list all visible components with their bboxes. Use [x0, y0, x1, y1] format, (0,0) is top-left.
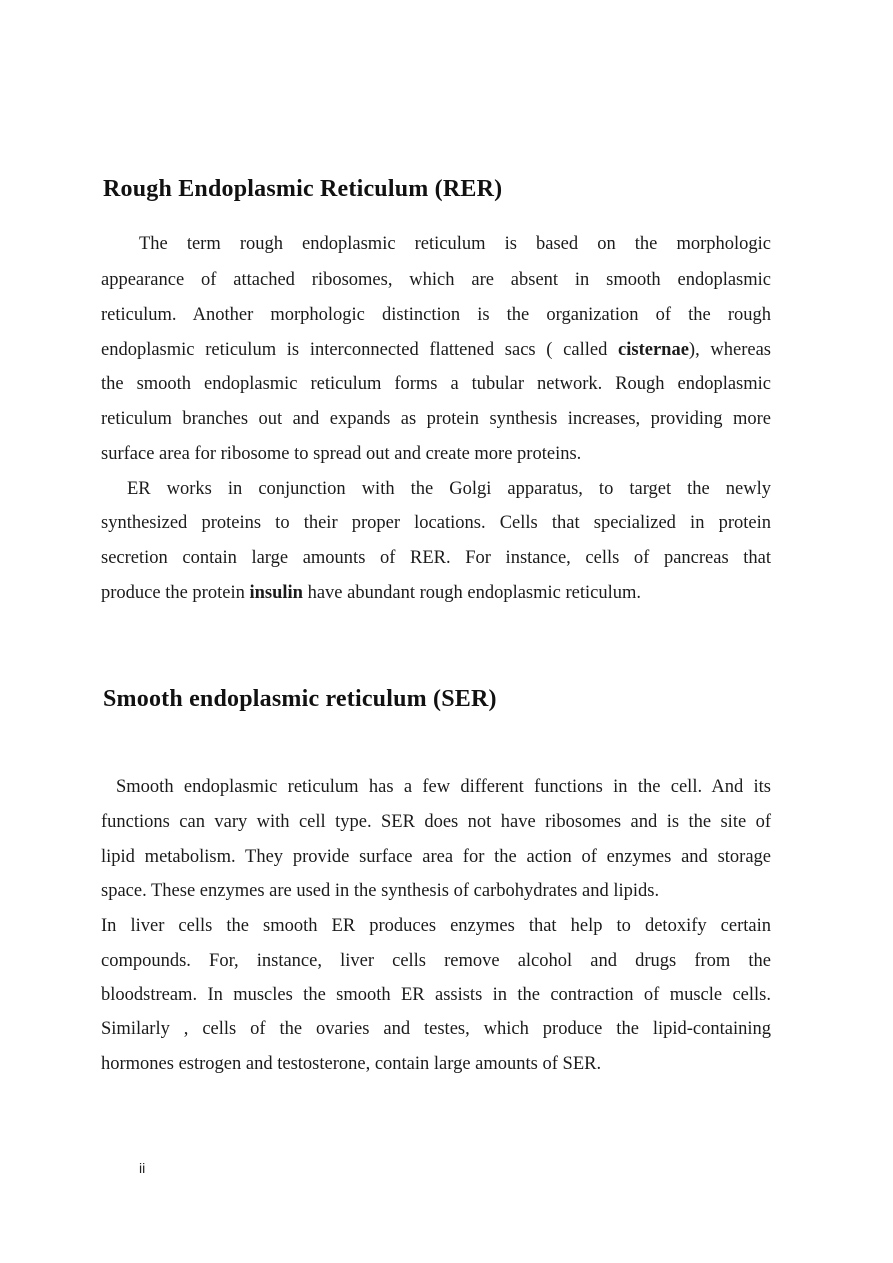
rer-paragraph-1-line-1: The term rough endoplasmic reticulum is based on the morphologic — [139, 234, 771, 254]
insulin-term: insulin — [249, 583, 303, 603]
ser-paragraph-1-line-1: Smooth endoplasmic reticulum has a few different functions in the cell. And its — [116, 777, 771, 797]
rer-paragraph-1-line-4 — [101, 338, 771, 362]
ser-heading: Smooth endoplasmic reticulum (SER) — [103, 686, 497, 712]
ser-paragraph-1-line-2: functions can vary with cell type. SER does not have ribosomes and is the site of — [101, 812, 771, 832]
rer-paragraph-1-line-2: appearance of attached ribosomes, which are absent in smooth endoplasmic — [101, 270, 771, 290]
rer-paragraph-2-line-2: synthesized proteins to their proper locations. Cells that specialized in protein — [101, 513, 771, 533]
ser-paragraph-1-line-3: lipid metabolism. They provide surface area for the action of enzymes and storage — [101, 847, 771, 867]
rer-heading: Rough Endoplasmic Reticulum (RER) — [103, 176, 503, 202]
rer-paragraph-2-line-1: ER works in conjunction with the Golgi apparatus, to target the newly — [127, 479, 771, 499]
rer-paragraph-1-line-3: reticulum. Another morphologic distinction is the organization of the rough — [101, 305, 771, 325]
ser-paragraph-1-line-4: space. These enzymes are used in the synthesis of carbohydrates and lipids. — [101, 881, 660, 901]
ser-paragraph-2-line-2: compounds. For, instance, liver cells remove alcohol and drugs from the — [101, 951, 771, 971]
ser-paragraph-2-line-5: hormones estrogen and testosterone, contain large amounts of SER. — [101, 1054, 602, 1074]
rer-paragraph-2-line-4 — [101, 581, 771, 605]
rer-paragraph-1-line-7: surface area for ribosome to spread out and create more proteins. — [101, 444, 582, 464]
cisternae-term: cisternae — [618, 340, 689, 360]
page-number: ii — [139, 1160, 146, 1176]
rer-paragraph-1-line-6: reticulum branches out and expands as protein synthesis increases, providing more — [101, 409, 771, 429]
rer-line-4-tail: ), whereas — [688, 340, 772, 360]
rer-paragraph-1-line-5: the smooth endoplasmic reticulum forms a tubular network. Rough endoplasmic — [101, 374, 771, 394]
rer-line-4-text: endoplasmic reticulum is interconnected flattened sacs ( called — [101, 340, 619, 360]
ser-paragraph-2-line-3: bloodstream. In muscles the smooth ER assists in the contraction of muscle cells. — [101, 985, 771, 1005]
rer-paragraph-2-line-3: secretion contain large amounts of RER. For instance, cells of pancreas that — [101, 548, 771, 568]
rer-line-last-text: produce the protein — [101, 583, 250, 603]
rer-line-last-tail: have abundant rough endoplasmic reticulum. — [302, 583, 642, 603]
ser-paragraph-2-line-1: In liver cells the smooth ER produces enzymes that help to detoxify certain — [101, 916, 771, 936]
ser-paragraph-2-line-4: Similarly , cells of the ovaries and testes, which produce the lipid-containing — [101, 1019, 771, 1039]
